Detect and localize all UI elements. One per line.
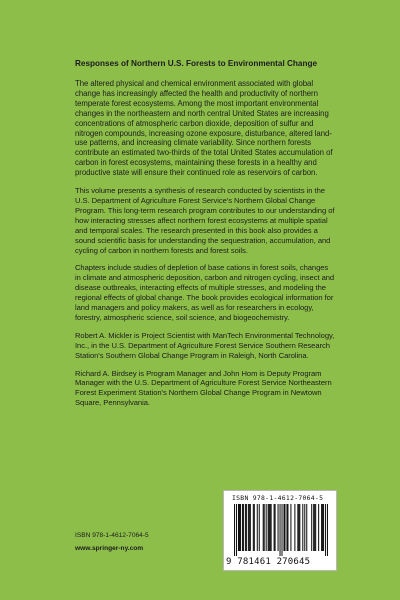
paragraph-volume: This volume presents a synthesis of research conducted by scientists in the U.S. Department of Agriculture Forest Service's Northern Global Change Program. This long-term research program contributes to our understanding of how interacting stresses affect northern forest ecosystems at multiple spatial and temporal scales. The research presented in this book also provides a sound scientific basis for understanding the sequestration, accumulation, and cycling of carbon in northern forests and forest soils.: [75, 186, 335, 255]
barcode-isbn-label: ISBN 978-1-4612-7064-5: [232, 494, 324, 502]
paragraph-intro: The altered physical and chemical environment associated with global change has increasingly affected the health and productivity of northern temperate forest ecosystems. Among the most important environmental changes in the northeastern and north central United States are increasing concentrations of atmospheric carbon dioxide, deposition of sulfur and nitrogen compounds, increasing ozone exposure, disturbance, altered land-use patterns, and increasing climate variability. Since northern forests contribute an estimated two-thirds of the total United States accumulation of carbon in forest ecosystems, maintaining these forests in a healthy and productive state will ensure their continued role as reservoirs of carbon.: [75, 79, 333, 178]
barcode-bars: [234, 504, 328, 556]
barcode: [223, 490, 337, 571]
paragraph-author-birdsey-hom: Richard A. Birdsey is Program Manager and John Hom is Deputy Program Manager with the U.S. Department of Agriculture Forest Service Northeastern Forest Experiment Station's Northern Global Change Program in Newtown Square, Pennsylvania.: [75, 368, 332, 408]
paragraph-author-mickler: Robert A. Mickler is Project Scientist with ManTech Environmental Technology, Inc., in the U.S. Department of Agriculture Forest Service Southern Research Station's Southern Global Change Program in Raleigh, North Carolina.: [75, 330, 335, 360]
paragraph-chapters: Chapters include studies of depletion of base cations in forest soils, changes in climate and atmospheric deposition, carbon and nitrogen cycling, insect and disease outbreaks, interacting effects of multiple stresses, and modeling the regional effects of global change. The book provides ecological information for land managers and policy makers, as well as for researchers in ecology, forestry, atmospheric science, soil science, and biogeochemistry.: [75, 263, 335, 322]
book-title: Responses of Northern U.S. Forests to Environmental Change: [75, 59, 318, 68]
back-cover-text: [75, 58, 335, 416]
publisher-url: www.springer-ny.com: [75, 545, 144, 552]
isbn-text: ISBN 978-1-4612-7064-5: [75, 532, 149, 539]
barcode-digits: 9 781461 270645: [226, 557, 311, 567]
